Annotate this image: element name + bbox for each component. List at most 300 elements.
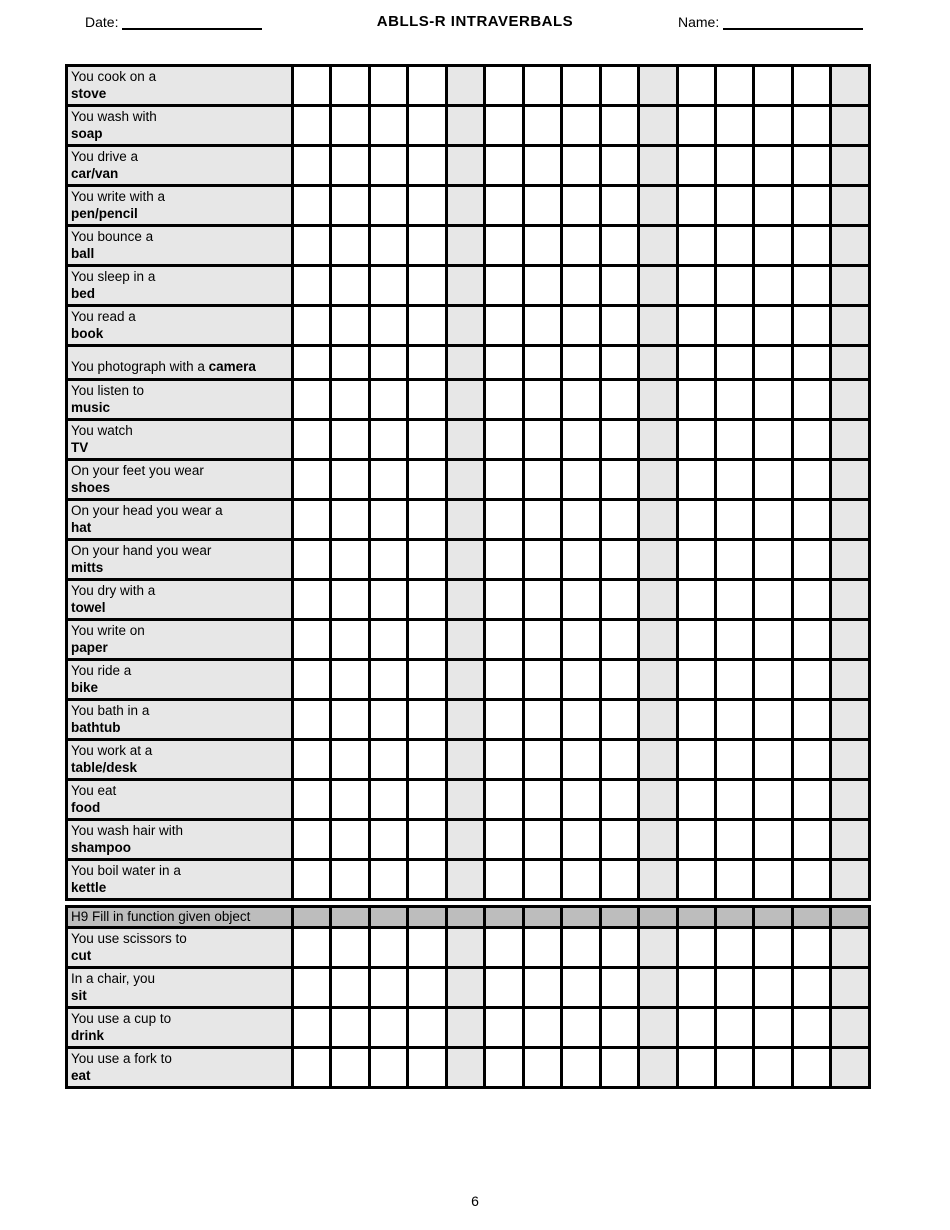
score-cell[interactable]: [677, 860, 715, 900]
score-cell[interactable]: [831, 780, 869, 820]
score-cell[interactable]: [523, 266, 561, 306]
score-cell[interactable]: [639, 500, 677, 540]
score-cell[interactable]: [293, 420, 331, 460]
score-cell[interactable]: [562, 460, 600, 500]
score-cell[interactable]: [408, 660, 446, 700]
score-cell[interactable]: [446, 226, 484, 266]
score-cell[interactable]: [293, 266, 331, 306]
score-cell[interactable]: [446, 1008, 484, 1048]
score-cell[interactable]: [754, 928, 792, 968]
score-cell[interactable]: [600, 740, 638, 780]
score-cell[interactable]: [446, 700, 484, 740]
score-cell[interactable]: [523, 306, 561, 346]
score-cell[interactable]: [408, 780, 446, 820]
score-cell[interactable]: [754, 460, 792, 500]
score-cell[interactable]: [792, 460, 830, 500]
score-cell[interactable]: [369, 146, 407, 186]
score-cell[interactable]: [369, 820, 407, 860]
score-cell[interactable]: [485, 420, 523, 460]
score-cell[interactable]: [293, 1048, 331, 1088]
score-cell[interactable]: [523, 620, 561, 660]
score-cell[interactable]: [639, 66, 677, 106]
score-cell[interactable]: [523, 540, 561, 580]
score-cell[interactable]: [446, 1048, 484, 1088]
score-cell[interactable]: [639, 106, 677, 146]
score-cell[interactable]: [639, 346, 677, 380]
score-cell[interactable]: [600, 306, 638, 346]
score-cell[interactable]: [562, 968, 600, 1008]
score-cell[interactable]: [408, 106, 446, 146]
score-cell[interactable]: [485, 460, 523, 500]
score-cell[interactable]: [446, 820, 484, 860]
score-cell[interactable]: [677, 968, 715, 1008]
score-cell[interactable]: [293, 380, 331, 420]
score-cell[interactable]: [562, 346, 600, 380]
score-cell[interactable]: [369, 928, 407, 968]
score-cell[interactable]: [331, 580, 369, 620]
score-cell[interactable]: [715, 106, 753, 146]
score-cell[interactable]: [754, 66, 792, 106]
score-cell[interactable]: [715, 306, 753, 346]
score-cell[interactable]: [792, 700, 830, 740]
score-cell[interactable]: [600, 968, 638, 1008]
score-cell[interactable]: [639, 620, 677, 660]
score-cell[interactable]: [639, 660, 677, 700]
score-cell[interactable]: [408, 540, 446, 580]
score-cell[interactable]: [562, 860, 600, 900]
score-cell[interactable]: [715, 380, 753, 420]
score-cell[interactable]: [331, 660, 369, 700]
score-cell[interactable]: [562, 660, 600, 700]
score-cell[interactable]: [754, 306, 792, 346]
score-cell[interactable]: [408, 580, 446, 620]
score-cell[interactable]: [331, 266, 369, 306]
score-cell[interactable]: [369, 106, 407, 146]
score-cell[interactable]: [715, 146, 753, 186]
score-cell[interactable]: [600, 928, 638, 968]
score-cell[interactable]: [485, 968, 523, 1008]
name-input-line[interactable]: [723, 14, 863, 30]
score-cell[interactable]: [792, 780, 830, 820]
score-cell[interactable]: [369, 500, 407, 540]
score-cell[interactable]: [408, 1048, 446, 1088]
score-cell[interactable]: [715, 460, 753, 500]
score-cell[interactable]: [523, 106, 561, 146]
score-cell[interactable]: [792, 968, 830, 1008]
score-cell[interactable]: [485, 306, 523, 346]
score-cell[interactable]: [715, 540, 753, 580]
score-cell[interactable]: [639, 1048, 677, 1088]
score-cell[interactable]: [485, 266, 523, 306]
score-cell[interactable]: [369, 420, 407, 460]
score-cell[interactable]: [523, 860, 561, 900]
score-cell[interactable]: [562, 500, 600, 540]
score-cell[interactable]: [331, 540, 369, 580]
score-cell[interactable]: [293, 226, 331, 266]
score-cell[interactable]: [831, 660, 869, 700]
score-cell[interactable]: [523, 820, 561, 860]
score-cell[interactable]: [639, 580, 677, 620]
score-cell[interactable]: [677, 780, 715, 820]
score-cell[interactable]: [831, 740, 869, 780]
score-cell[interactable]: [754, 106, 792, 146]
score-cell[interactable]: [792, 226, 830, 266]
score-cell[interactable]: [831, 820, 869, 860]
score-cell[interactable]: [523, 460, 561, 500]
score-cell[interactable]: [754, 740, 792, 780]
score-cell[interactable]: [523, 1008, 561, 1048]
score-cell[interactable]: [677, 146, 715, 186]
score-cell[interactable]: [792, 66, 830, 106]
score-cell[interactable]: [293, 540, 331, 580]
score-cell[interactable]: [715, 580, 753, 620]
score-cell[interactable]: [485, 928, 523, 968]
score-cell[interactable]: [600, 460, 638, 500]
score-cell[interactable]: [293, 500, 331, 540]
score-cell[interactable]: [293, 66, 331, 106]
score-cell[interactable]: [792, 346, 830, 380]
score-cell[interactable]: [715, 928, 753, 968]
score-cell[interactable]: [677, 460, 715, 500]
score-cell[interactable]: [792, 740, 830, 780]
score-cell[interactable]: [562, 186, 600, 226]
score-cell[interactable]: [369, 1008, 407, 1048]
score-cell[interactable]: [562, 928, 600, 968]
score-cell[interactable]: [600, 420, 638, 460]
score-cell[interactable]: [369, 580, 407, 620]
score-cell[interactable]: [408, 700, 446, 740]
score-cell[interactable]: [369, 968, 407, 1008]
score-cell[interactable]: [639, 380, 677, 420]
score-cell[interactable]: [331, 780, 369, 820]
score-cell[interactable]: [677, 226, 715, 266]
score-cell[interactable]: [446, 660, 484, 700]
score-cell[interactable]: [331, 66, 369, 106]
score-cell[interactable]: [369, 66, 407, 106]
score-cell[interactable]: [331, 420, 369, 460]
score-cell[interactable]: [446, 306, 484, 346]
score-cell[interactable]: [485, 106, 523, 146]
score-cell[interactable]: [408, 968, 446, 1008]
score-cell[interactable]: [331, 820, 369, 860]
score-cell[interactable]: [562, 266, 600, 306]
score-cell[interactable]: [831, 346, 869, 380]
score-cell[interactable]: [677, 306, 715, 346]
score-cell[interactable]: [408, 1008, 446, 1048]
score-cell[interactable]: [369, 1048, 407, 1088]
score-cell[interactable]: [677, 620, 715, 660]
score-cell[interactable]: [831, 106, 869, 146]
score-cell[interactable]: [523, 66, 561, 106]
score-cell[interactable]: [600, 226, 638, 266]
score-cell[interactable]: [523, 660, 561, 700]
score-cell[interactable]: [715, 700, 753, 740]
score-cell[interactable]: [523, 186, 561, 226]
score-cell[interactable]: [523, 500, 561, 540]
score-cell[interactable]: [446, 146, 484, 186]
score-cell[interactable]: [754, 580, 792, 620]
score-cell[interactable]: [831, 1008, 869, 1048]
score-cell[interactable]: [677, 420, 715, 460]
score-cell[interactable]: [293, 928, 331, 968]
score-cell[interactable]: [331, 186, 369, 226]
score-cell[interactable]: [792, 860, 830, 900]
score-cell[interactable]: [485, 500, 523, 540]
score-cell[interactable]: [831, 266, 869, 306]
score-cell[interactable]: [831, 860, 869, 900]
score-cell[interactable]: [523, 580, 561, 620]
score-cell[interactable]: [831, 186, 869, 226]
score-cell[interactable]: [331, 620, 369, 660]
score-cell[interactable]: [639, 420, 677, 460]
score-cell[interactable]: [293, 1008, 331, 1048]
score-cell[interactable]: [369, 226, 407, 266]
score-cell[interactable]: [446, 460, 484, 500]
score-cell[interactable]: [331, 146, 369, 186]
score-cell[interactable]: [446, 420, 484, 460]
score-cell[interactable]: [677, 1048, 715, 1088]
score-cell[interactable]: [639, 740, 677, 780]
score-cell[interactable]: [562, 106, 600, 146]
score-cell[interactable]: [369, 380, 407, 420]
score-cell[interactable]: [677, 1008, 715, 1048]
score-cell[interactable]: [331, 1008, 369, 1048]
score-cell[interactable]: [523, 968, 561, 1008]
score-cell[interactable]: [754, 266, 792, 306]
score-cell[interactable]: [446, 780, 484, 820]
score-cell[interactable]: [331, 106, 369, 146]
score-cell[interactable]: [446, 346, 484, 380]
score-cell[interactable]: [446, 540, 484, 580]
score-cell[interactable]: [754, 420, 792, 460]
score-cell[interactable]: [562, 1048, 600, 1088]
score-cell[interactable]: [293, 780, 331, 820]
score-cell[interactable]: [792, 540, 830, 580]
score-cell[interactable]: [562, 780, 600, 820]
score-cell[interactable]: [293, 660, 331, 700]
score-cell[interactable]: [485, 860, 523, 900]
score-cell[interactable]: [523, 146, 561, 186]
score-cell[interactable]: [562, 620, 600, 660]
score-cell[interactable]: [369, 540, 407, 580]
score-cell[interactable]: [446, 968, 484, 1008]
score-cell[interactable]: [715, 740, 753, 780]
score-cell[interactable]: [562, 820, 600, 860]
score-cell[interactable]: [369, 186, 407, 226]
score-cell[interactable]: [369, 346, 407, 380]
score-cell[interactable]: [639, 820, 677, 860]
score-cell[interactable]: [792, 580, 830, 620]
score-cell[interactable]: [677, 500, 715, 540]
score-cell[interactable]: [639, 146, 677, 186]
score-cell[interactable]: [792, 928, 830, 968]
score-cell[interactable]: [408, 380, 446, 420]
score-cell[interactable]: [523, 226, 561, 266]
score-cell[interactable]: [600, 540, 638, 580]
score-cell[interactable]: [792, 186, 830, 226]
score-cell[interactable]: [408, 860, 446, 900]
score-cell[interactable]: [369, 620, 407, 660]
score-cell[interactable]: [639, 968, 677, 1008]
score-cell[interactable]: [331, 460, 369, 500]
score-cell[interactable]: [639, 540, 677, 580]
score-cell[interactable]: [293, 460, 331, 500]
score-cell[interactable]: [369, 460, 407, 500]
score-cell[interactable]: [639, 928, 677, 968]
score-cell[interactable]: [677, 540, 715, 580]
score-cell[interactable]: [331, 500, 369, 540]
score-cell[interactable]: [446, 106, 484, 146]
score-cell[interactable]: [792, 1048, 830, 1088]
score-cell[interactable]: [369, 780, 407, 820]
score-cell[interactable]: [831, 420, 869, 460]
score-cell[interactable]: [754, 500, 792, 540]
score-cell[interactable]: [831, 540, 869, 580]
score-cell[interactable]: [485, 740, 523, 780]
score-cell[interactable]: [523, 420, 561, 460]
score-cell[interactable]: [523, 380, 561, 420]
score-cell[interactable]: [293, 740, 331, 780]
score-cell[interactable]: [293, 106, 331, 146]
score-cell[interactable]: [677, 740, 715, 780]
score-cell[interactable]: [600, 346, 638, 380]
score-cell[interactable]: [600, 700, 638, 740]
score-cell[interactable]: [293, 146, 331, 186]
date-input-line[interactable]: [122, 14, 262, 30]
score-cell[interactable]: [485, 1048, 523, 1088]
score-cell[interactable]: [600, 500, 638, 540]
score-cell[interactable]: [331, 226, 369, 266]
score-cell[interactable]: [600, 620, 638, 660]
score-cell[interactable]: [715, 620, 753, 660]
score-cell[interactable]: [293, 580, 331, 620]
score-cell[interactable]: [523, 928, 561, 968]
score-cell[interactable]: [485, 346, 523, 380]
score-cell[interactable]: [715, 968, 753, 1008]
score-cell[interactable]: [754, 820, 792, 860]
score-cell[interactable]: [408, 66, 446, 106]
score-cell[interactable]: [485, 540, 523, 580]
score-cell[interactable]: [792, 420, 830, 460]
score-cell[interactable]: [715, 860, 753, 900]
score-cell[interactable]: [293, 820, 331, 860]
score-cell[interactable]: [562, 740, 600, 780]
score-cell[interactable]: [600, 860, 638, 900]
score-cell[interactable]: [677, 700, 715, 740]
score-cell[interactable]: [293, 700, 331, 740]
score-cell[interactable]: [562, 580, 600, 620]
score-cell[interactable]: [754, 780, 792, 820]
score-cell[interactable]: [485, 620, 523, 660]
score-cell[interactable]: [446, 266, 484, 306]
score-cell[interactable]: [331, 306, 369, 346]
score-cell[interactable]: [331, 928, 369, 968]
score-cell[interactable]: [831, 500, 869, 540]
score-cell[interactable]: [369, 306, 407, 346]
score-cell[interactable]: [600, 186, 638, 226]
score-cell[interactable]: [639, 266, 677, 306]
score-cell[interactable]: [600, 820, 638, 860]
score-cell[interactable]: [562, 540, 600, 580]
score-cell[interactable]: [369, 700, 407, 740]
score-cell[interactable]: [754, 660, 792, 700]
score-cell[interactable]: [831, 928, 869, 968]
score-cell[interactable]: [600, 780, 638, 820]
score-cell[interactable]: [677, 580, 715, 620]
score-cell[interactable]: [562, 380, 600, 420]
score-cell[interactable]: [485, 660, 523, 700]
score-cell[interactable]: [792, 146, 830, 186]
score-cell[interactable]: [408, 266, 446, 306]
score-cell[interactable]: [446, 186, 484, 226]
score-cell[interactable]: [408, 226, 446, 266]
score-cell[interactable]: [485, 820, 523, 860]
score-cell[interactable]: [331, 968, 369, 1008]
score-cell[interactable]: [523, 346, 561, 380]
score-cell[interactable]: [792, 306, 830, 346]
score-cell[interactable]: [485, 186, 523, 226]
score-cell[interactable]: [293, 306, 331, 346]
score-cell[interactable]: [831, 380, 869, 420]
score-cell[interactable]: [754, 186, 792, 226]
score-cell[interactable]: [792, 1008, 830, 1048]
score-cell[interactable]: [485, 66, 523, 106]
score-cell[interactable]: [715, 1008, 753, 1048]
score-cell[interactable]: [715, 500, 753, 540]
score-cell[interactable]: [446, 740, 484, 780]
score-cell[interactable]: [754, 380, 792, 420]
score-cell[interactable]: [331, 860, 369, 900]
score-cell[interactable]: [446, 928, 484, 968]
score-cell[interactable]: [831, 1048, 869, 1088]
score-cell[interactable]: [792, 660, 830, 700]
score-cell[interactable]: [639, 860, 677, 900]
score-cell[interactable]: [754, 1048, 792, 1088]
score-cell[interactable]: [677, 266, 715, 306]
score-cell[interactable]: [715, 346, 753, 380]
score-cell[interactable]: [600, 146, 638, 186]
score-cell[interactable]: [331, 700, 369, 740]
score-cell[interactable]: [715, 780, 753, 820]
score-cell[interactable]: [562, 420, 600, 460]
score-cell[interactable]: [408, 500, 446, 540]
score-cell[interactable]: [446, 860, 484, 900]
score-cell[interactable]: [485, 380, 523, 420]
score-cell[interactable]: [754, 540, 792, 580]
score-cell[interactable]: [408, 460, 446, 500]
score-cell[interactable]: [562, 700, 600, 740]
score-cell[interactable]: [715, 820, 753, 860]
score-cell[interactable]: [523, 700, 561, 740]
score-cell[interactable]: [562, 66, 600, 106]
score-cell[interactable]: [408, 620, 446, 660]
score-cell[interactable]: [792, 266, 830, 306]
score-cell[interactable]: [446, 580, 484, 620]
score-cell[interactable]: [677, 660, 715, 700]
score-cell[interactable]: [600, 1008, 638, 1048]
score-cell[interactable]: [369, 660, 407, 700]
score-cell[interactable]: [369, 266, 407, 306]
score-cell[interactable]: [715, 266, 753, 306]
score-cell[interactable]: [331, 346, 369, 380]
score-cell[interactable]: [715, 420, 753, 460]
score-cell[interactable]: [754, 620, 792, 660]
score-cell[interactable]: [639, 700, 677, 740]
score-cell[interactable]: [293, 346, 331, 380]
score-cell[interactable]: [639, 460, 677, 500]
score-cell[interactable]: [600, 266, 638, 306]
score-cell[interactable]: [715, 186, 753, 226]
